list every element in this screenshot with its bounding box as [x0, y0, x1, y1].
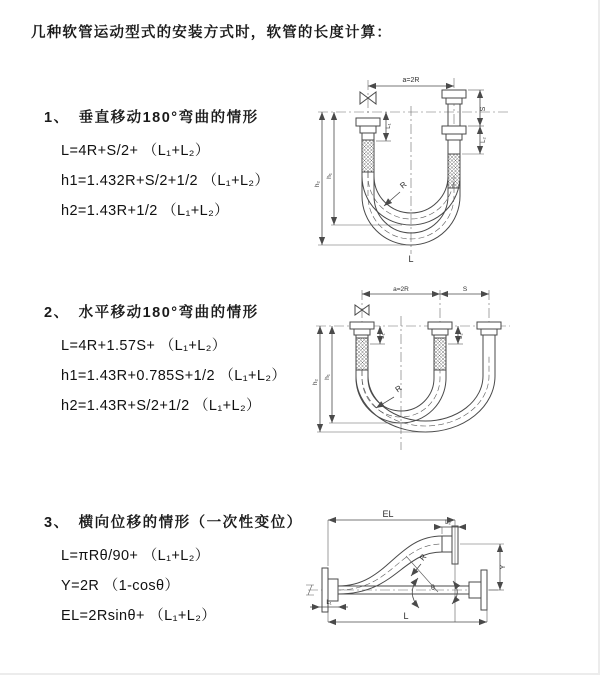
- formula-line: L=4R+S/2+ （L₁+L₂）: [61, 143, 210, 159]
- flange-hub: [442, 536, 452, 552]
- flange-plate: [481, 570, 487, 610]
- flange: [442, 90, 466, 98]
- flange: [428, 322, 452, 329]
- dim-label-fitting-left: L₁: [380, 333, 386, 339]
- dim-label-length: L: [403, 611, 409, 621]
- section-heading-text: 垂直移动180°弯曲的情形: [78, 110, 259, 126]
- dim-label-span: a=2R: [393, 286, 409, 293]
- dim-label-travel: S: [480, 106, 487, 112]
- dim-label-h-inner: h₁: [324, 374, 331, 380]
- flange-nut: [354, 329, 370, 335]
- flange-hub: [469, 582, 481, 598]
- formula-line: h1=1.432R+S/2+1/2 （L₁+L₂）: [61, 173, 270, 189]
- page-title: 几种软管运动型式的安装方式时，软管的长度计算：: [31, 25, 393, 41]
- flange-nut: [446, 98, 462, 104]
- hose-braid: [434, 338, 446, 370]
- flange-nut: [360, 126, 376, 133]
- section-vertical-movement: [44, 106, 269, 226]
- flange: [442, 126, 466, 134]
- formula-line: h2=1.43R+1/2 （L₁+L₂）: [61, 203, 230, 219]
- radius-label: R: [417, 552, 429, 563]
- section-number: 1、: [44, 110, 70, 126]
- radius-leader: [411, 564, 421, 576]
- angle-label: θ: [431, 585, 435, 592]
- angle-arc: [452, 581, 457, 604]
- section-heading: [44, 511, 303, 532]
- section-heading-text: 水平移动180°弯曲的情形: [78, 305, 259, 321]
- section-number: 3、: [44, 515, 70, 531]
- dim-label-h-outer: h₂: [314, 180, 321, 188]
- dim-label-fitting-left: L₁: [386, 123, 392, 129]
- flange-nut: [446, 134, 462, 140]
- dim-label-fitting-right: L₂: [481, 137, 487, 143]
- hose-centerline: [362, 354, 489, 426]
- hose-centerline: [338, 544, 442, 590]
- dim-label-h-outer: h₂: [312, 378, 319, 386]
- formula-line: L=πRθ/90+ （L₁+L₂）: [61, 548, 210, 564]
- hose-braid: [356, 338, 368, 370]
- formula-group: [61, 541, 303, 631]
- dim-label-h-inner: h₁: [326, 173, 333, 179]
- pipe-wall: [362, 133, 374, 140]
- section-lateral-displacement: [44, 511, 303, 631]
- dim-label-span: a=2R: [402, 77, 420, 84]
- pipe-wall: [483, 335, 495, 354]
- section-heading: [44, 301, 286, 322]
- dim-label-el: EL: [382, 509, 394, 519]
- diagram-horizontal-180-bend: [310, 282, 600, 460]
- dim-label-travel: S: [462, 286, 468, 293]
- formula-line: h1=1.43R+0.785S+1/2 （L₁+L₂）: [61, 368, 287, 384]
- flange-hub: [328, 579, 338, 601]
- radius-leader: [384, 192, 400, 206]
- radius-label: R: [398, 179, 409, 191]
- formula-line: EL=2Rsinθ+ （L₁+L₂）: [61, 608, 217, 624]
- dim-label-offset: Y: [500, 564, 507, 570]
- formula-line: h2=1.43R+S/2+1/2 （L₁+L₂）: [61, 398, 261, 414]
- angle-arc: [412, 578, 419, 608]
- radius-label: R: [393, 383, 404, 395]
- flange: [477, 322, 501, 329]
- pipe-wall: [448, 140, 460, 154]
- formula-group: [61, 331, 286, 421]
- diagram-vertical-180-bend: [312, 66, 590, 264]
- formula-group: [61, 136, 269, 226]
- section-heading: [44, 106, 269, 127]
- length-label: L: [408, 254, 414, 264]
- hose-braid: [362, 140, 374, 172]
- flange: [356, 118, 380, 126]
- diagram-lateral-displacement: [300, 500, 600, 662]
- section-number: 2、: [44, 305, 70, 321]
- hose-outline: [368, 354, 483, 421]
- dim-label-fitting-left: L₁: [326, 600, 332, 606]
- flange-nut: [481, 329, 497, 335]
- section-horizontal-movement: [44, 301, 286, 421]
- flange-nut: [432, 329, 448, 335]
- dim-label-fitting-top: L₂: [445, 520, 451, 526]
- hose-outline: [356, 354, 495, 432]
- formula-line: Y=2R （1-cosθ）: [61, 578, 180, 594]
- dim-label-fitting-mid: L₂: [458, 333, 464, 339]
- flange: [350, 322, 374, 329]
- section-heading-text: 横向位移的情形（一次性变位）: [78, 515, 303, 531]
- formula-line: L=4R+1.57S+ （L₁+L₂）: [61, 338, 227, 354]
